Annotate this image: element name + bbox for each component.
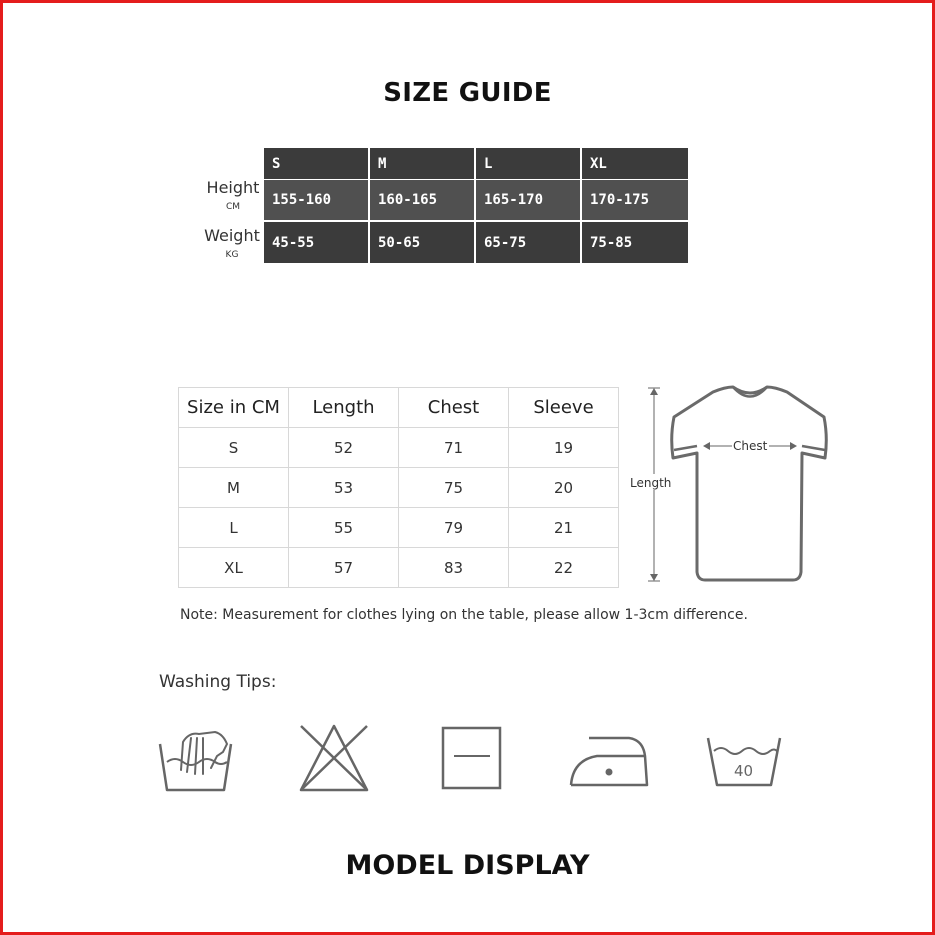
table-row — [179, 548, 619, 588]
height-row-label — [203, 178, 263, 212]
height-cell-s: 155-160 — [264, 180, 368, 220]
weight-cell-m: 50-65 — [370, 222, 474, 263]
washing-tips-label: Washing Tips: — [159, 672, 277, 692]
table-row — [179, 428, 619, 468]
length-label: Length — [630, 476, 672, 490]
weight-unit: KG — [225, 250, 239, 260]
size-header-m: M — [370, 148, 474, 179]
cell-sleeve: 19 — [509, 428, 619, 468]
header-size-in-cm: Size in CM — [179, 388, 289, 428]
size-guide-title: SIZE GUIDE — [383, 78, 552, 108]
cell-length: 53 — [289, 468, 399, 508]
header-length: Length — [289, 388, 399, 428]
hand-wash-icon — [157, 722, 237, 797]
cell-chest: 71 — [399, 428, 509, 468]
cell-size: L — [179, 508, 289, 548]
size-guide-table — [264, 148, 688, 263]
header-chest: Chest — [399, 388, 509, 428]
height-cell-m: 160-165 — [370, 180, 474, 220]
tshirt-diagram — [625, 382, 835, 587]
iron-low-heat-icon — [567, 728, 653, 790]
cell-chest: 83 — [399, 548, 509, 588]
cell-chest: 75 — [399, 468, 509, 508]
measurement-header-row — [179, 388, 619, 428]
height-label: Height — [206, 178, 260, 197]
cell-size: M — [179, 468, 289, 508]
height-unit: CM — [225, 202, 241, 212]
weight-cell-xl: 75-85 — [582, 222, 688, 263]
cell-length: 55 — [289, 508, 399, 548]
tumble-dry-icon — [440, 725, 504, 791]
do-not-bleach-icon — [297, 722, 372, 794]
header-sleeve: Sleeve — [509, 388, 619, 428]
weight-cell-l: 65-75 — [476, 222, 580, 263]
cell-sleeve: 20 — [509, 468, 619, 508]
weight-label: Weight — [204, 226, 260, 245]
cell-sleeve: 21 — [509, 508, 619, 548]
cell-chest: 79 — [399, 508, 509, 548]
weight-cell-s: 45-55 — [264, 222, 368, 263]
height-cell-l: 165-170 — [476, 180, 580, 220]
table-row — [179, 468, 619, 508]
table-row — [179, 508, 619, 548]
cell-length: 57 — [289, 548, 399, 588]
measurement-note: Note: Measurement for clothes lying on the table, please allow 1-3cm difference. — [180, 607, 748, 623]
weight-row-label — [201, 226, 263, 260]
wash-temperature-label: 40 — [734, 762, 754, 780]
wash-40-icon — [705, 735, 785, 790]
cell-length: 52 — [289, 428, 399, 468]
measurement-table — [178, 387, 619, 588]
size-header-l: L — [476, 148, 580, 179]
model-display-title: MODEL DISPLAY — [345, 850, 590, 881]
tshirt-outline-icon — [672, 387, 827, 580]
chest-label: Chest — [733, 439, 768, 453]
cell-sleeve: 22 — [509, 548, 619, 588]
height-cell-xl: 170-175 — [582, 180, 688, 220]
cell-size: XL — [179, 548, 289, 588]
size-header-s: S — [264, 148, 368, 179]
cell-size: S — [179, 428, 289, 468]
size-header-xl: XL — [582, 148, 688, 179]
